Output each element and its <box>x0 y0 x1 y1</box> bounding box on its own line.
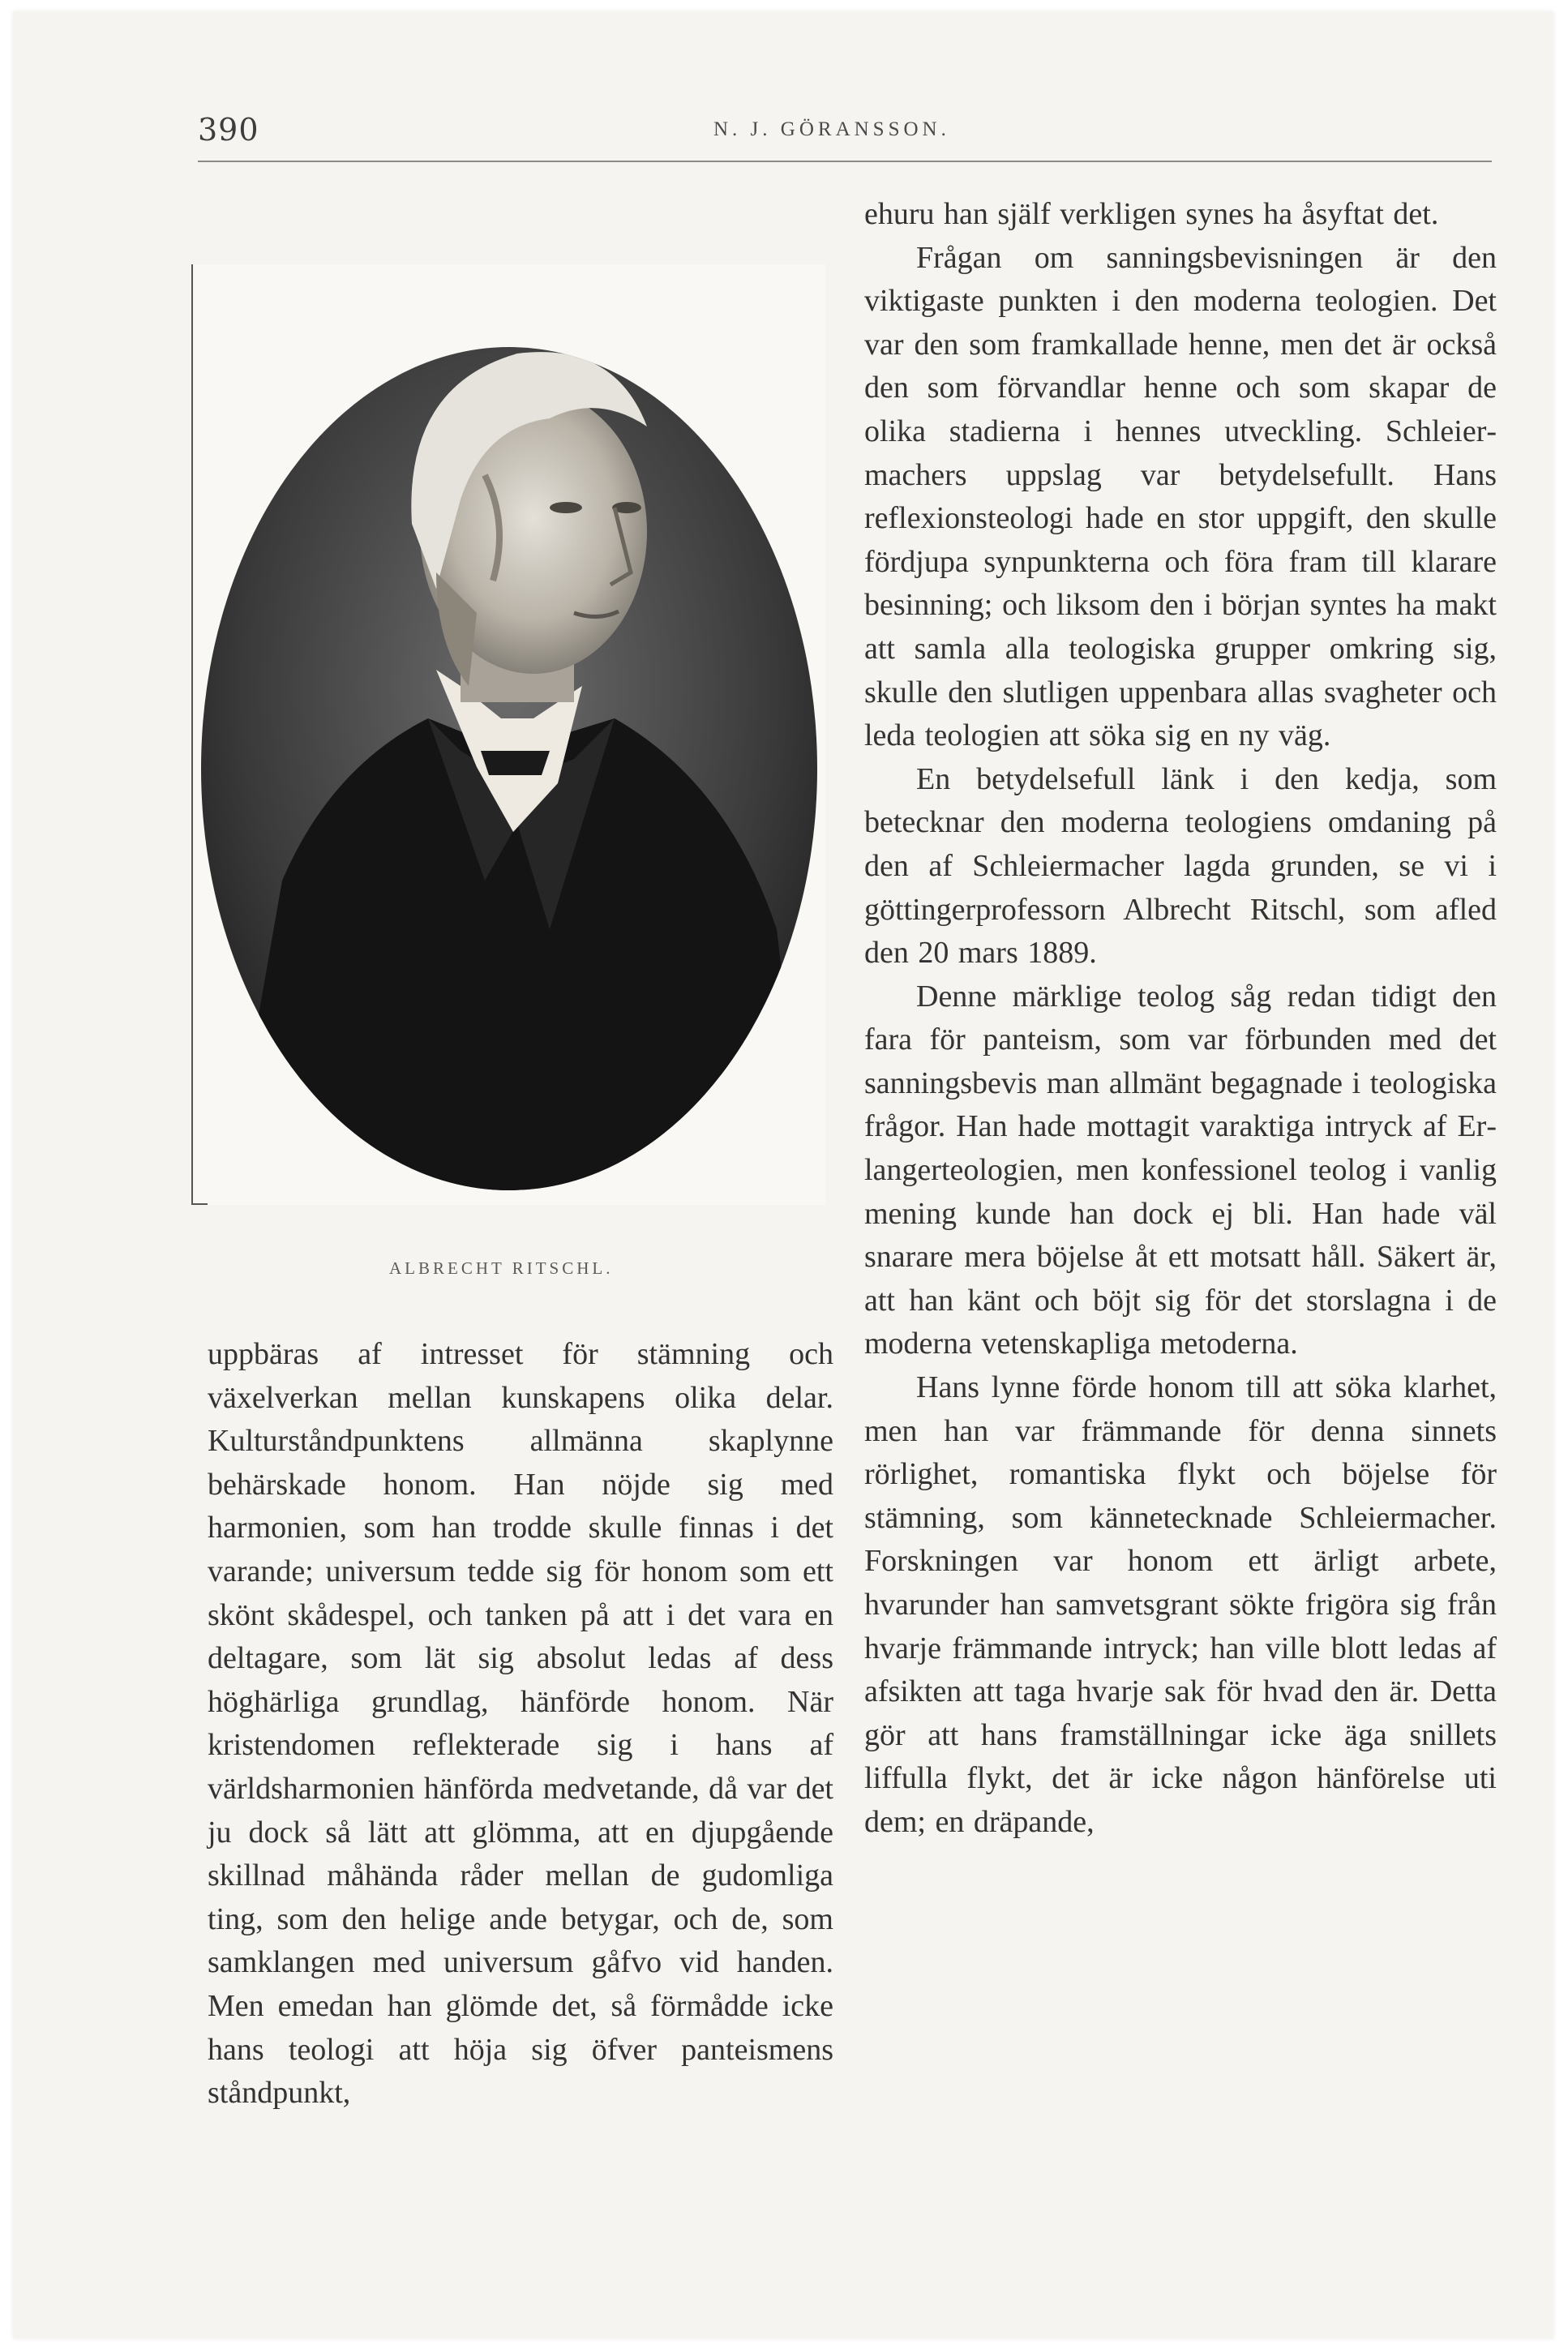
right-text-column <box>864 193 1497 1845</box>
left-text-column <box>208 1333 833 2115</box>
paragraph: Hans lynne förde honom till att söka klarhet, men han var främmande för denna sinnets rörlighet, romantiska flykt och böjelse för stämning, som kännetecknade Schleiermacher. Forskningen var honom ett ärligt arbete, hvarunder han samvetsgrant sökte frigöra sig från hvarje främmande intryck; han ville blott ledas af afsikten att taga hvarje sak för hvad den är. Detta gör att hans framställningar icke äga snillets liffulla flykt, det är icke någon hänförelse uti dem; en dräpande, <box>864 1370 1497 1839</box>
portrait-figure <box>191 264 825 1205</box>
header-rule <box>198 161 1492 162</box>
paragraph: ehuru han själf verkligen synes ha åsyftat det. <box>864 197 1439 231</box>
paragraph: En betydelsefull länk i den kedja, som betecknar den moderna teologiens omdaning på den af Schleiermacher lagda grunden, se vi i göttingerprofessorn Albrecht Ritschl, som afled den 20 mars 1889. <box>864 761 1497 971</box>
paragraph: Denne märklige teolog såg redan tidigt den fara för panteism, som var förbunden med det sanningsbevis man allmänt begagnade i teologiska frågor. Han hade mottagit varaktiga intryck af Erlangerteologien, men konfessionel teolog i vanlig mening kunde han dock ej bli. Han hade väl snarare mera böjelse åt ett motsatt håll. Säkert är, att han känt och böjt sig för det storslagna i de moderna vetenskapliga metoderna. <box>864 979 1497 1361</box>
paragraph: Frågan om sanningsbevisningen är den viktigaste punkten i den moderna teologien. Det var den som framkallade henne, men det är också den som förvandlar henne och som skapar de olika stadierna i hennes utveckling. Schleiermachers uppslag var betydelsefullt. Hans reflexionsteologi hade en stor uppgift, den skulle fördjupa synpunkterna och föra fram till klarare besinning; och liksom den i början syntes ha makt att samla alla teologiska grupper omkring sig, skulle den slutligen uppenbara allas svagheter och leda teologien att söka sig en ny väg. <box>864 240 1497 753</box>
paragraph: uppbäras af intresset för stämning och växelverkan mellan kunskapens olika delar. Kulturståndpunktens allmänna skaplynne behärskade honom. Han nöjde sig med harmonien, som han trodde skulle finnas i det varande; universum tedde sig för honom som ett skönt skådespel, och tanken på att i det vara en deltagare, som lät sig absolut ledas af dess höghärliga grundlag, hänförde honom. När kristendomen reflekterade sig i hans af världsharmonien hänförda medvetande, då var det ju dock så lätt att glömma, att en djupgående skillnad måhända råder mellan de gudomliga ting, som den helige ande betygar, och de, som samklangen med universum gåfvo vid handen. Men emedan han glömde det, så förmådde icke hans teologi att höja sig öfver panteismens ståndpunkt, <box>208 1337 833 2111</box>
figure-caption: ALBRECHT RITSCHL. <box>389 1258 614 1278</box>
running-head: N. J. GÖRANSSON. <box>713 118 950 140</box>
portrait-photograph <box>193 264 825 1205</box>
page-number: 390 <box>198 112 259 148</box>
frame-corner <box>191 1203 208 1205</box>
page-header <box>198 112 1492 161</box>
